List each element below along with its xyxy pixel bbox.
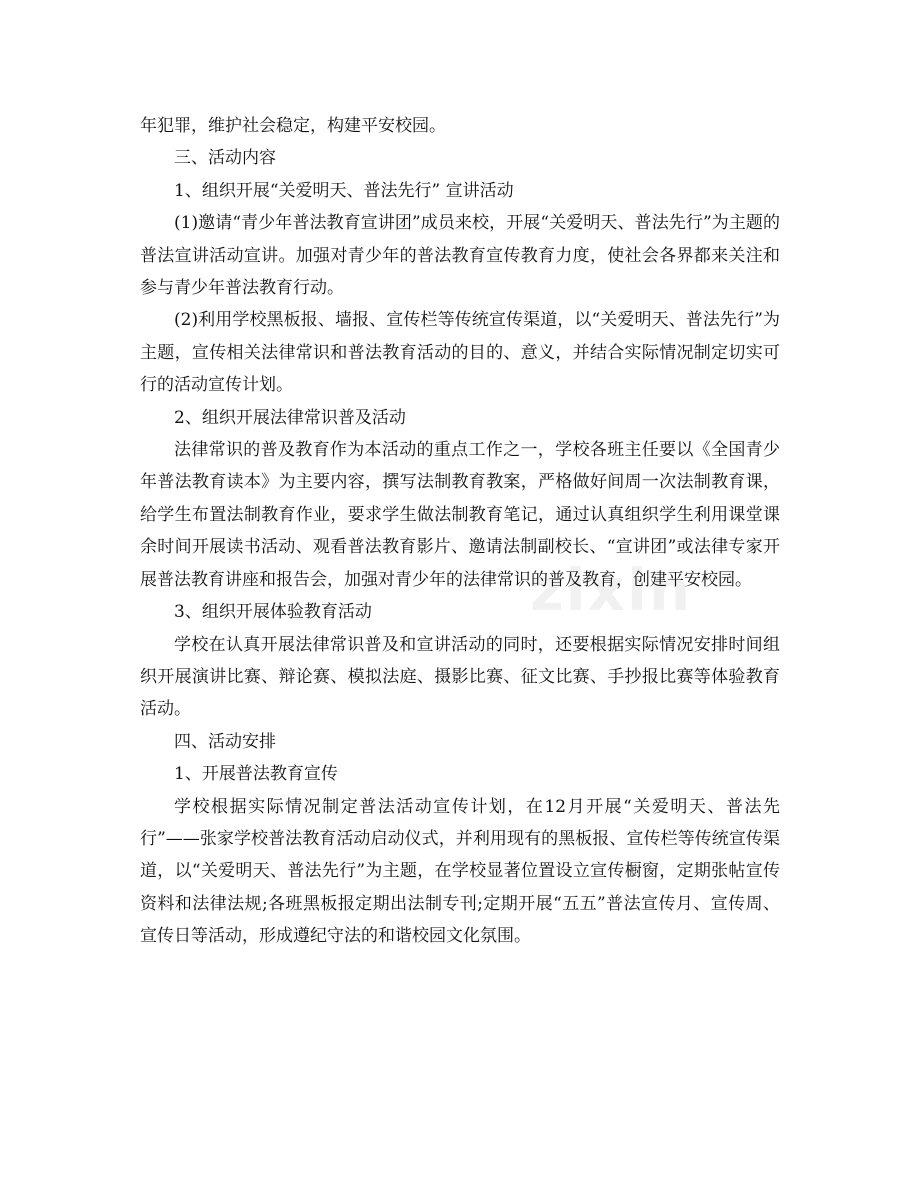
subheading-publicity: 1、开展普法教育宣传 — [174, 764, 338, 785]
document-body — [140, 110, 780, 953]
watermark-logo: zixin — [530, 556, 693, 624]
subheading-lecture-activity: 1、组织开展“关爱明天、普法先行” 宣讲活动 — [174, 180, 514, 201]
paragraph-blackboard-publicity: (2)利用学校黑板报、墙报、宣传栏等传统宣传渠道，以“关爱明天、普法先行”为主题，宣传相关法律常识和普法教育活动的目的、意义，并结合实际情况制定切实可行的活动宣传计划。 — [140, 310, 780, 396]
section-heading-activity-schedule: 四、活动安排 — [174, 731, 276, 752]
paragraph-continuation: 年犯罪，维护社会稳定，构建平安校园。 — [140, 116, 446, 136]
paragraph-experience-education: 学校在认真开展法律常识普及和宣讲活动的同时，还要根据实际情况安排时间组织开展演讲比赛、辩论赛、模拟法庭、摄影比赛、征文比赛、手抄报比赛等体验教育活动。 — [140, 634, 780, 720]
subheading-experience-education: 3、组织开展体验教育活动 — [174, 602, 372, 623]
section-heading-activity-content: 三、活动内容 — [174, 148, 276, 169]
paragraph-legal-knowledge: 法律常识的普及教育作为本活动的重点工作之一，学校各班主任要以《全国青少年普法教育读本》为主要内容，撰写法制教育教案，严格做好间周一次法制教育课，给学生布置法制教育作业，要求学生做法制教育笔记，通过认真组织学生利用课堂课余时间开展读书活动、观看普法教育影片、邀请法制副校长、“宣讲团”或法律专家开展普法教育讲座和报告会，加强对青少年的法律常识的普及教育，创建平安校园。 — [140, 440, 780, 590]
paragraph-publicity: 学校根据实际情况制定普法活动宣传计划，在12月开展“关爱明天、普法先行”——张家学校普法教育活动启动仪式，并利用现有的黑板报、宣传栏等传统宣传渠道，以“关爱明天、普法先行”为主题，在学校显著位置设立宣传橱窗，定期张帖宣传资料和法律法规;各班黑板报定期出法制专刊;定期开展“五五”普法宣传月、宣传周、宣传日等活动，形成遵纪守法的和谐校园文化氛围。 — [140, 796, 780, 947]
paragraph-invite-lecture-group: (1)邀请“青少年普法教育宣讲团”成员来校，开展“关爱明天、普法先行”为主题的普法宣讲活动宣讲。加强对青少年的普法教育宣传教育力度，使社会各界都来关注和参与青少年普法教育行动。 — [140, 213, 780, 299]
subheading-legal-knowledge: 2、组织开展法律常识普及活动 — [174, 407, 406, 428]
